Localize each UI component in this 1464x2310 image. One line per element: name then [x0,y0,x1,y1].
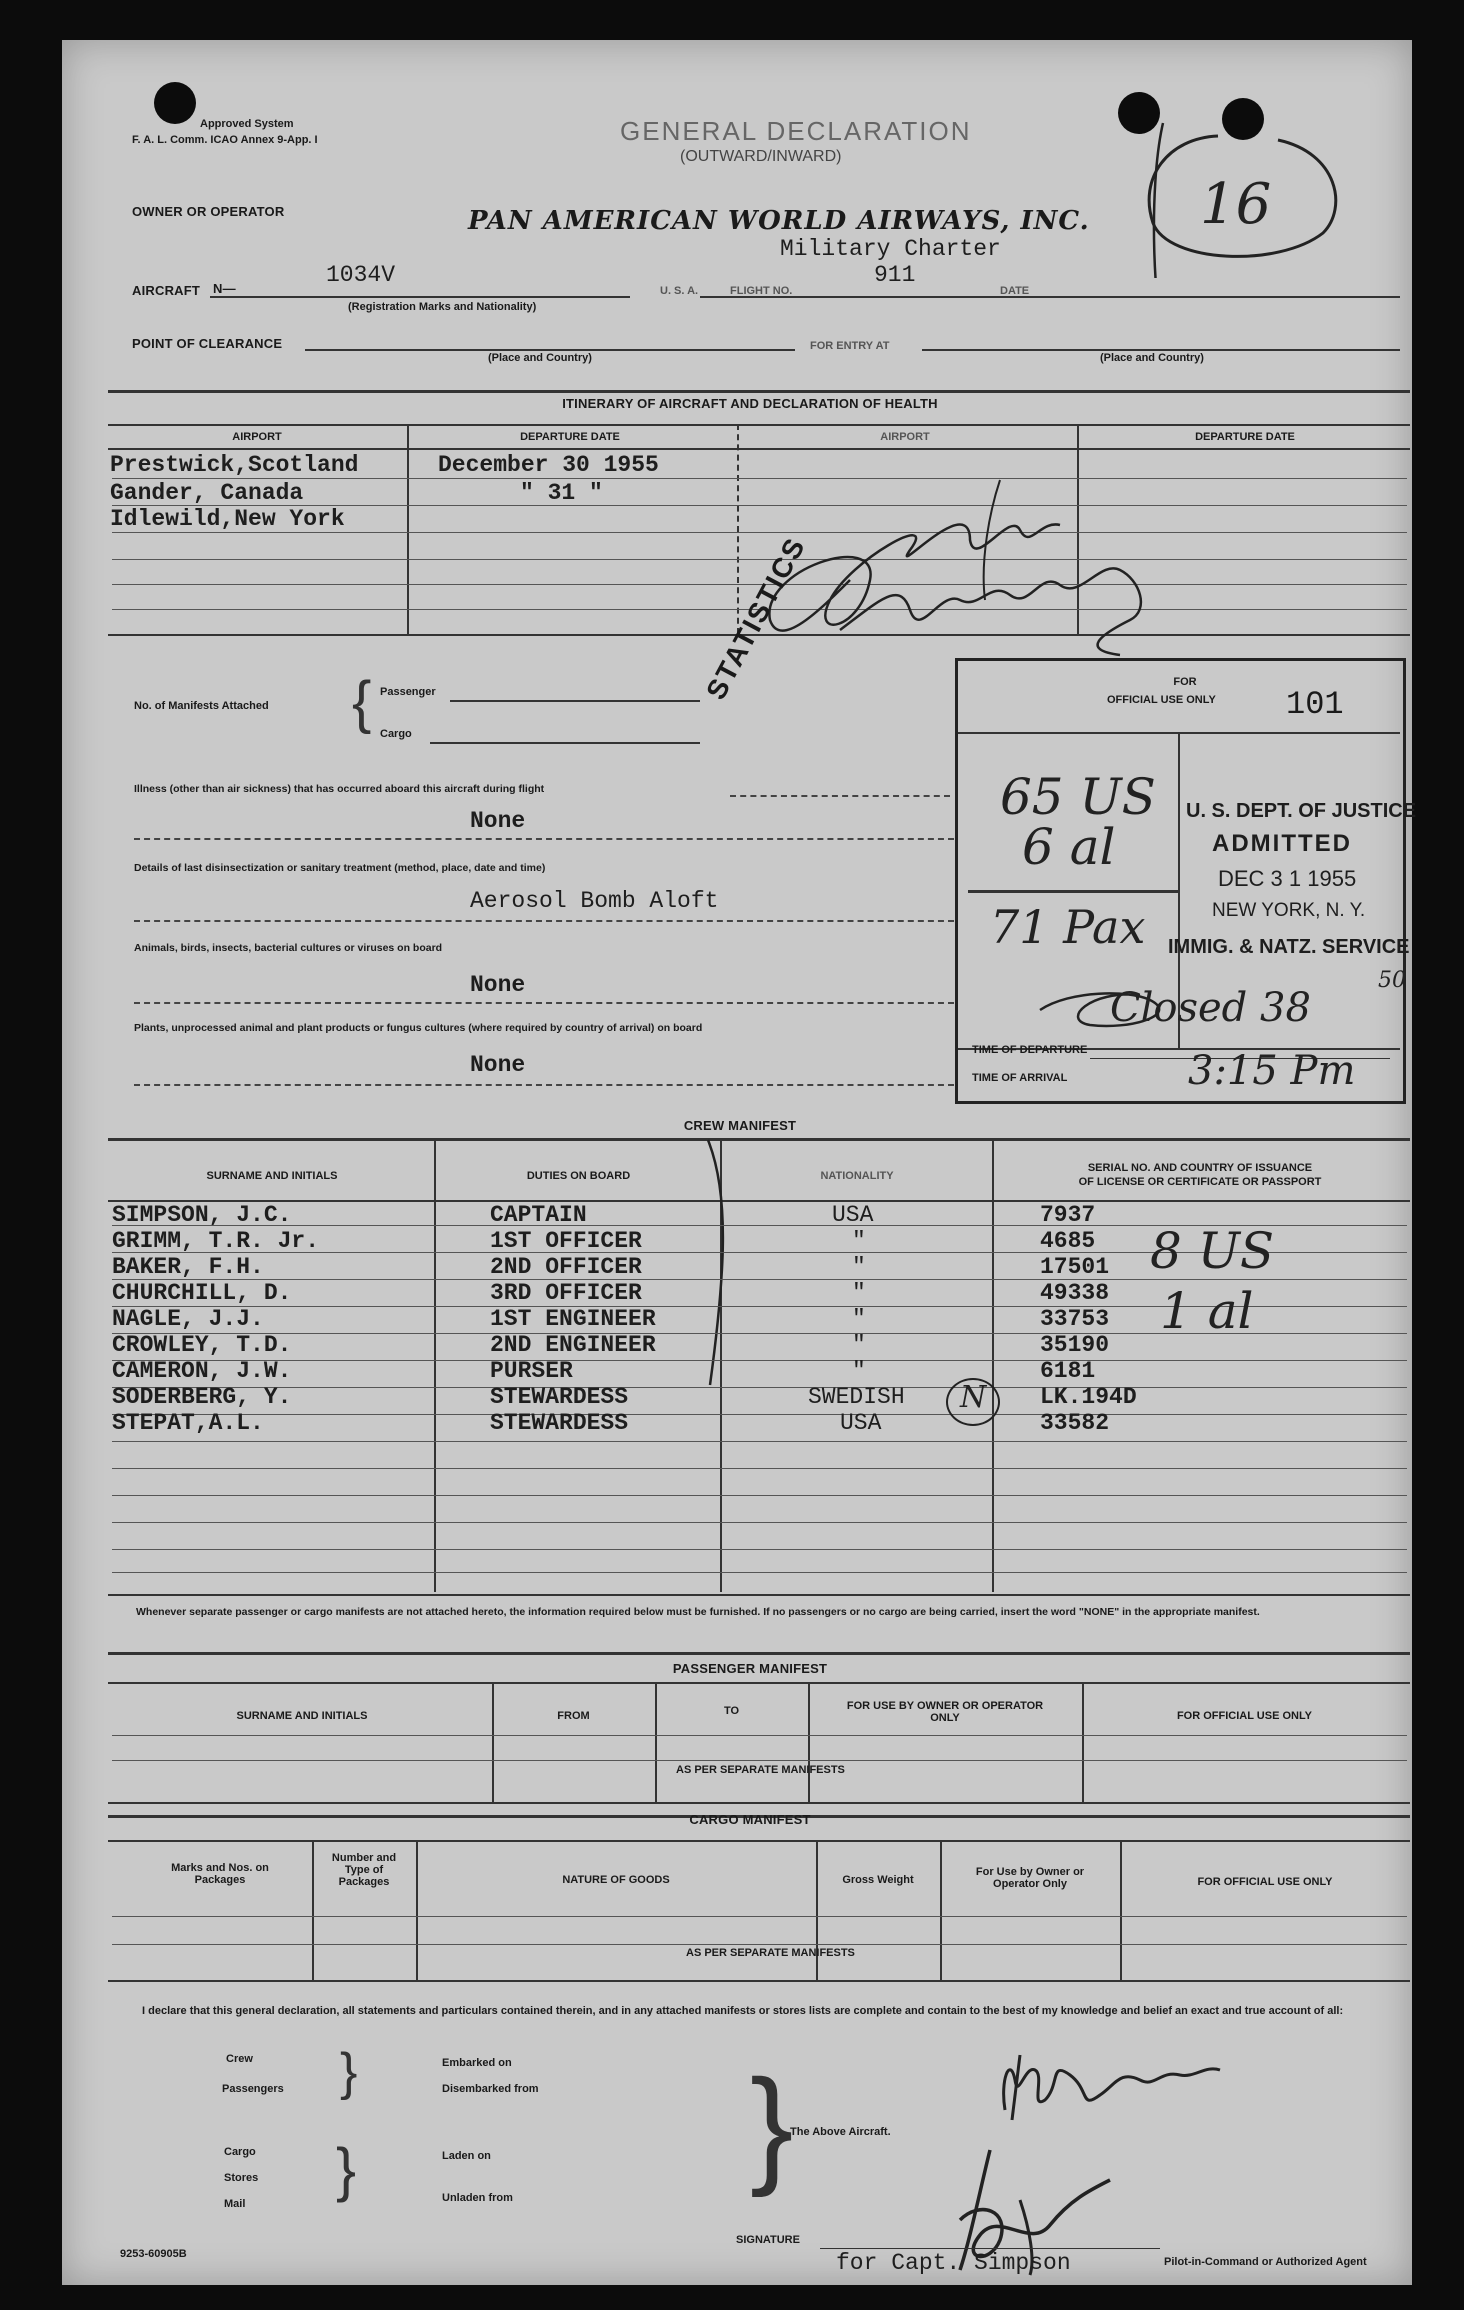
hand-crew-al: 1 al [1160,1282,1254,1340]
crew-nat: " [852,1358,866,1384]
declaration-text: I declare that this general declaration, all statements and particulars contained therein, and in any attached manifests or stores lists are complete and contain to the best of my knowledge and belief an exact and true account of all: [142,2005,1344,2017]
disinsect-label: Details of last disinsectization or sanitary treatment (method, place, date and time) [134,862,546,874]
crew-duty: CAPTAIN [490,1202,587,1228]
decl-disembarked: Disembarked from [442,2083,539,2095]
hand-count-us: 65 US [1000,768,1156,826]
crew-col-name: SURNAME AND INITIALS [206,1170,338,1182]
crew-serial: LK.194D [1040,1384,1137,1410]
crew-name: SIMPSON, J.C. [112,1202,292,1228]
closed-sup: 50 [1378,968,1406,993]
crew-bracket-mark [700,1135,740,1395]
itinerary-title: ITINERARY OF AIRCRAFT AND DECLARATION OF HEALTH [562,396,938,411]
flight-value: 911 [874,262,916,288]
crew-duty: 2ND ENGINEER [490,1332,656,1358]
separate-manifest-notice: Whenever separate passenger or cargo manifests are not attached hereto, the information required below must be furnished. If no passengers or no cargo are being carried, insert the word "NONE" in the appropriate manifest. [136,1606,1260,1618]
col-airport-2: AIRPORT [880,431,930,443]
plants-value: None [470,1052,526,1078]
decl-crew: Crew [226,2053,253,2065]
crew-nat: USA [840,1410,882,1436]
crew-duty: 2ND OFFICER [490,1254,642,1280]
place-country-2: (Place and Country) [1100,352,1204,364]
crew-name: SODERBERG, Y. [112,1384,292,1410]
pax-col-name: SURNAME AND INITIALS [236,1710,368,1722]
crew-name: NAGLE, J.J. [112,1306,264,1332]
itinerary-airport-2: Gander, Canada [110,480,304,506]
clearance-label: POINT OF CLEARANCE [132,336,283,351]
aircraft-value: 1034V [326,262,396,288]
crew-name: STEPAT,A.L. [112,1410,264,1436]
cargo-label: Cargo [380,728,412,740]
manifest-brace: { [352,670,372,735]
stamp-date: DEC 3 1 1955 [1218,866,1357,891]
cargo-title: CARGO MANIFEST [689,1812,811,1827]
decl-mail: Mail [224,2198,246,2210]
decl-passengers: Passengers [222,2083,284,2095]
captain-signature [990,2040,1230,2130]
owner-label: OWNER OR OPERATOR [132,204,285,219]
hand-n-mark: N [960,1380,987,1415]
usa-label: U. S. A. [660,285,699,297]
owner-value: PAN AMERICAN WORLD AIRWAYS, INC. [468,206,1090,236]
registration-note: (Registration Marks and Nationality) [348,301,537,313]
crew-duty: 1ST ENGINEER [490,1306,656,1332]
pax-col-owner: FOR USE BY OWNER OR OPERATOR ONLY [846,1700,1044,1724]
decl-brace-1: } [340,2043,358,2101]
crew-nat: USA [832,1202,874,1228]
crew-serial: 7937 [1040,1202,1096,1228]
hand-count-pax: 71 Pax [990,900,1146,954]
crew-col-serial-1: SERIAL NO. AND COUNTRY OF ISSUANCE [1087,1162,1313,1174]
crew-duty: 1ST OFFICER [490,1228,642,1254]
handwritten-signature-scribble [740,470,1200,670]
decl-brace-2: } [336,2136,357,2203]
signature-for: for Capt. Simpson [836,2250,1071,2276]
col-departure-2: DEPARTURE DATE [1195,431,1295,443]
decl-brace-3: } [750,2052,794,2198]
date-label: DATE [1000,285,1030,297]
charter-text: Military Charter [780,236,1001,262]
crew-title: CREW MANIFEST [683,1118,797,1133]
crew-name: CAMERON, J.W. [112,1358,292,1384]
place-country-1: (Place and Country) [488,352,592,364]
crew-name: BAKER, F.H. [112,1254,264,1280]
hand-crew-us: 8 US [1150,1222,1275,1280]
stamp-service: IMMIG. & NATZ. SERVICE [1168,936,1410,958]
pilot-label: Pilot-in-Command or Authorized Agent [1164,2256,1367,2268]
closed-note: Closed 38 [1110,985,1311,1031]
crew-nat: " [852,1228,866,1254]
animals-label: Animals, birds, insects, bacterial cultures or viruses on board [134,942,443,954]
official-for: FOR [1173,676,1197,688]
flight-label: FLIGHT NO. [730,285,793,297]
pax-separate: AS PER SEPARATE MANIFESTS [676,1764,845,1776]
illness-value: None [470,808,526,834]
crew-col-duty: DUTIES ON BOARD [526,1170,631,1182]
crew-serial: 49338 [1040,1280,1110,1306]
pax-col-official: FOR OFFICIAL USE ONLY [1176,1710,1313,1722]
itinerary-date-2: " 31 " [520,480,603,506]
crew-serial: 35190 [1040,1332,1110,1358]
crew-serial: 33582 [1040,1410,1110,1436]
stamp-city: NEW YORK, N. Y. [1212,900,1366,921]
passenger-title: PASSENGER MANIFEST [672,1661,828,1676]
decl-stores: Stores [224,2172,259,2184]
crew-nat: " [852,1332,866,1358]
itinerary-airport-3: Idlewild,New York [110,506,345,532]
cargo-col-owner: For Use by Owner or Operator Only [975,1866,1085,1890]
crew-name: GRIMM, T.R. Jr. [112,1228,320,1254]
crew-duty: STEWARDESS [490,1410,629,1436]
pax-col-from: FROM [557,1710,590,1722]
crew-duty: 3RD OFFICER [490,1280,642,1306]
crew-serial: 6181 [1040,1358,1096,1384]
cargo-col-weight: Gross Weight [842,1874,914,1886]
crew-serial: 4685 [1040,1228,1096,1254]
hand-count-al: 6 al [1022,818,1116,876]
statistics-stamp: STATISTICS [700,531,812,705]
official-number: 101 [1286,686,1344,723]
col-airport-1: AIRPORT [232,431,282,443]
signature-label: SIGNATURE [736,2234,800,2246]
itinerary-date-1: December 30 1955 [438,452,659,478]
illness-label: Illness (other than air sickness) that has occurred aboard this aircraft during flight [134,783,545,795]
animals-value: None [470,972,526,998]
decl-cargo: Cargo [224,2146,256,2158]
time-arrival-value: 3:15 Pm [1188,1048,1356,1094]
itinerary-airport-1: Prestwick,Scotland [110,452,359,478]
crew-col-nat: NATIONALITY [820,1170,894,1182]
crew-nat: " [852,1254,866,1280]
crew-duty: PURSER [490,1358,573,1384]
aircraft-label: AIRCRAFT [132,283,201,298]
aircraft-prefix: N— [213,281,236,296]
crew-name: CROWLEY, T.D. [112,1332,292,1358]
page-number: 16 [1200,172,1272,237]
cargo-col-marks: Marks and Nos. on Packages [171,1862,269,1886]
decl-laden: Laden on [442,2150,491,2162]
crew-name: CHURCHILL, D. [112,1280,292,1306]
disinsect-value: Aerosol Bomb Aloft [470,888,719,914]
stamp-admitted: ADMITTED [1212,830,1352,857]
crew-nat: " [852,1280,866,1306]
approved-ref: F. A. L. Comm. ICAO Annex 9-App. I [132,134,318,146]
decl-embarked: Embarked on [442,2057,512,2069]
official-use-label: OFFICIAL USE ONLY [1107,694,1216,706]
cargo-col-number: Number and Type of Packages [331,1852,397,1888]
decl-unladen: Unladen from [442,2192,513,2204]
punch-hole-left [154,82,196,124]
cargo-separate: AS PER SEPARATE MANIFESTS [686,1947,855,1959]
approved-label: Approved System [200,118,294,130]
crew-nat: " [852,1306,866,1332]
pax-col-to: TO [723,1705,740,1717]
form-title: GENERAL DECLARATION [620,116,972,146]
time-arrival-label: TIME OF ARRIVAL [972,1072,1068,1084]
form-number: 9253-60905B [120,2248,187,2260]
stamp-dept-justice: U. S. DEPT. OF JUSTICE [1186,800,1417,822]
crew-col-serial-2: OF LICENSE OR CERTIFICATE OR PASSPORT [1078,1176,1322,1188]
entry-label: FOR ENTRY AT [810,340,890,352]
col-departure-1: DEPARTURE DATE [520,431,620,443]
crew-nat: SWEDISH [808,1384,905,1410]
cargo-col-official: FOR OFFICIAL USE ONLY [1197,1876,1333,1888]
crew-serial: 17501 [1040,1254,1110,1280]
time-departure-label: TIME OF DEPARTURE [972,1044,1088,1056]
passenger-label: Passenger [380,686,436,698]
manifests-label: No. of Manifests Attached [134,700,269,712]
decl-above-aircraft: The Above Aircraft. [790,2126,891,2138]
crew-duty: STEWARDESS [490,1384,629,1410]
plants-label: Plants, unprocessed animal and plant products or fungus cultures (where required by country of arrival) on board [134,1022,703,1034]
form-subtitle: (OUTWARD/INWARD) [680,148,842,165]
cargo-col-nature: NATURE OF GOODS [562,1874,670,1886]
crew-serial: 33753 [1040,1306,1110,1332]
